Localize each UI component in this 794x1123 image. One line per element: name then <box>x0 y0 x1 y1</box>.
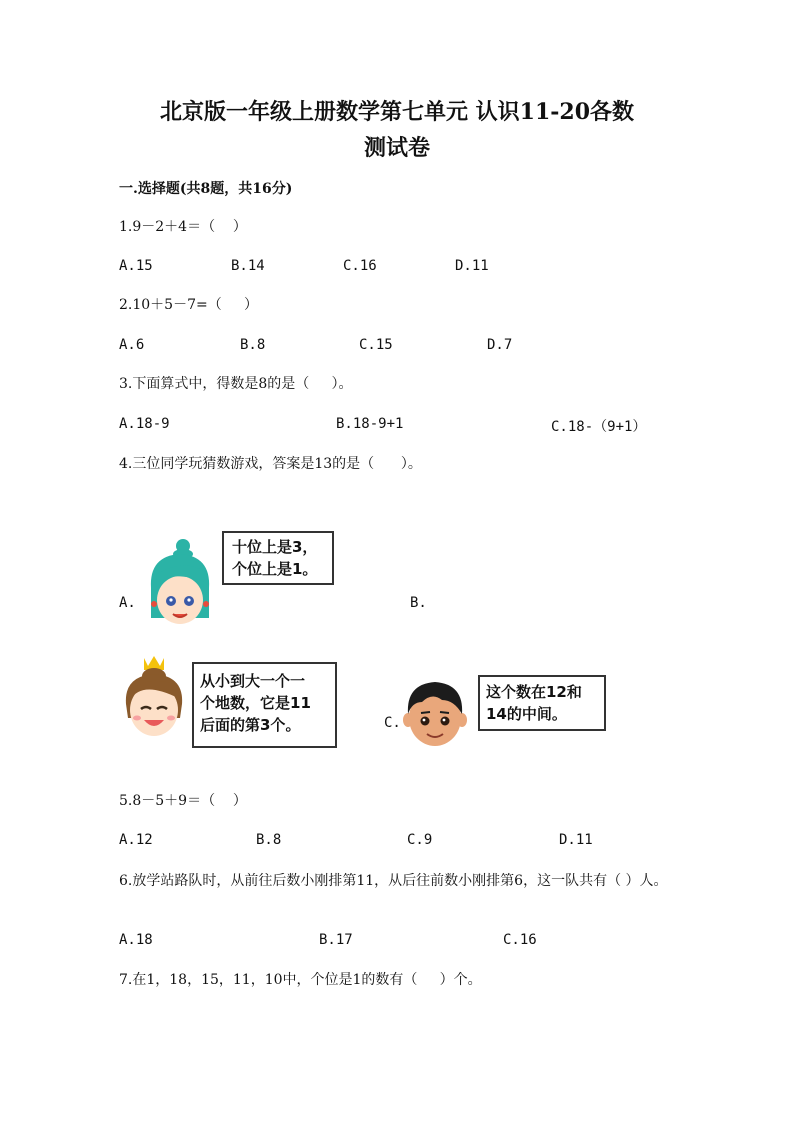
girl-crown-icon <box>122 652 186 742</box>
question-6: 6.放学站路队时，从前往后数小刚排第11，从后往前数小刚排第6，这一队共有（ ）人。 <box>119 873 668 889</box>
q3-option-b: B.18-9+1 <box>336 416 404 432</box>
speech-bubble-c <box>478 675 606 731</box>
q1-option-d: D.11 <box>455 258 489 274</box>
title-line-2: 测试卷 <box>363 135 430 161</box>
q6-option-c: C.16 <box>503 932 537 948</box>
bubble-a-line-2: 个位上是1。 <box>232 560 318 578</box>
speech-bubble-a <box>222 531 334 585</box>
q2-option-d: D.7 <box>487 337 513 353</box>
q2-option-b: B.8 <box>240 337 266 353</box>
question-3: 3.下面算式中，得数是8的是（ ）。 <box>119 376 353 392</box>
bubble-c-line-2: 14的中间。 <box>486 705 567 723</box>
q4-option-b: B. <box>410 595 427 611</box>
page-title <box>0 94 794 166</box>
q1-option-b: B.14 <box>231 258 265 274</box>
q5-option-b: B.8 <box>256 832 282 848</box>
q6-option-b: B.17 <box>319 932 353 948</box>
question-1: 1.9－2＋4＝（ ） <box>119 219 247 235</box>
q2-option-a: A.6 <box>119 337 145 353</box>
q1-option-a: A.15 <box>119 258 153 274</box>
question-5: 5.8－5＋9＝（ ） <box>119 793 247 809</box>
q3-option-a: A.18-9 <box>119 416 170 432</box>
bubble-b-line-1: 从小到大一个一 <box>200 672 306 690</box>
title-line-1: 北京版一年级上册数学第七单元 认识11-20各数 <box>159 99 635 125</box>
question-4: 4.三位同学玩猜数游戏，答案是13的是（ ）。 <box>119 456 422 472</box>
q4-option-c: C. <box>384 715 401 731</box>
section-heading: 一.选择题(共8题，共16分) <box>119 181 293 197</box>
q5-option-a: A.12 <box>119 832 153 848</box>
question-7: 7.在1，18，15，11，10中，个位是1的数有（ ）个。 <box>119 972 482 988</box>
q5-option-d: D.11 <box>559 832 593 848</box>
bubble-b-line-3: 后面的第3个。 <box>200 716 301 734</box>
q4-option-a: A. <box>119 595 136 611</box>
girl-teal-hair-icon <box>145 538 215 630</box>
bubble-a-line-1: 十位上是3， <box>232 538 318 556</box>
bubble-c-line-1: 这个数在12和 <box>486 683 582 701</box>
question-2: 2.10＋5－7=（ ） <box>119 297 258 313</box>
q3-option-c: C.18-（9+1） <box>551 419 647 435</box>
q2-option-c: C.15 <box>359 337 393 353</box>
bubble-b-line-2: 个地数，它是11 <box>200 694 311 712</box>
speech-bubble-b <box>192 662 337 748</box>
q6-option-a: A.18 <box>119 932 153 948</box>
q1-option-c: C.16 <box>343 258 377 274</box>
q5-option-c: C.9 <box>407 832 433 848</box>
boy-icon <box>402 678 468 750</box>
